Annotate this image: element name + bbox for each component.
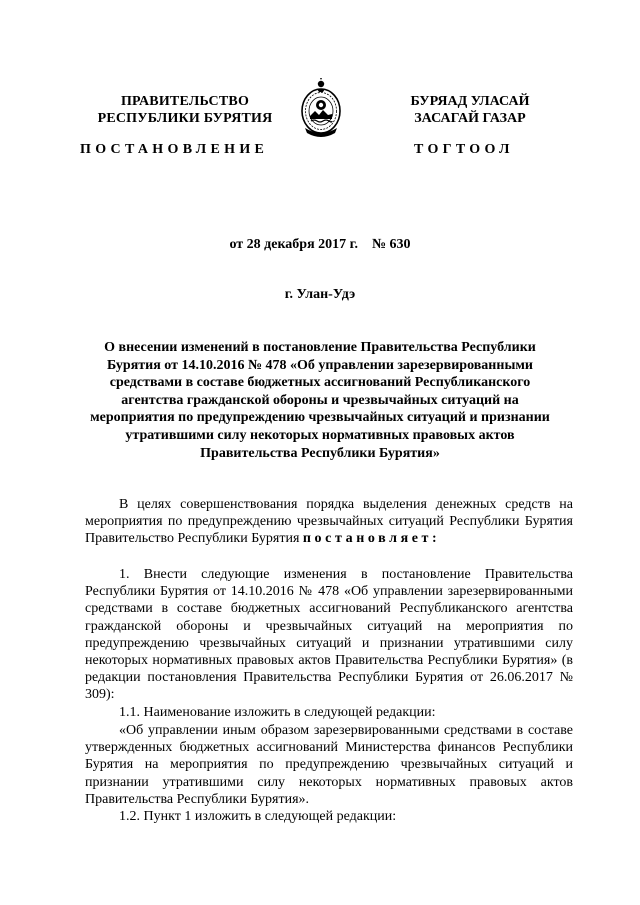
paragraph-item-1-2: 1.2. Пункт 1 изложить в следующей редакции: <box>119 809 397 824</box>
document-city: г. Улан-Удэ <box>284 287 356 302</box>
header-left <box>95 93 275 127</box>
doc-type-right: ТОГТООЛ <box>414 142 514 157</box>
header-left-line1: ПРАВИТЕЛЬСТВО <box>120 94 250 109</box>
preamble-text: В целях совершенствования порядка выделения денежных средств на мероприятия по предупреждению чрезвычайных ситуаций Республики Бурятия Правительство Республики Бурятия <box>85 497 573 547</box>
paragraph-preamble <box>85 496 573 548</box>
doc-type-left: ПОСТАНОВЛЕНИЕ <box>80 142 269 157</box>
date-number-line <box>0 237 640 253</box>
paragraph-item-1: 1. Внести следующие изменения в постановление Правительства Республики Бурятия от 14.10.2016 № 478 «Об управлении зарезервированными средствами в составе бюджетных ассигнований Республиканского агентства гражданской обороны и чрезвычайных ситуаций на мероприятия по предупреждению чрезвычайных ситуаций и признании утратившими силу некоторых нормативных правовых актов Правительства Республики Бурятия» (в редакции постановления Правительства Республики Бурятия от 26.06.2017 № 309): <box>85 567 573 703</box>
header-left-line2: РЕСПУБЛИКИ БУРЯТИЯ <box>97 111 273 126</box>
header-right-line1: БУРЯАД УЛАСАЙ <box>410 94 530 109</box>
header-right <box>395 93 545 127</box>
paragraph-item-1-1: 1.1. Наименование изложить в следующей редакции: <box>119 705 436 720</box>
paragraph-quote: «Об управлении иным образом зарезервированными средствами в составе утвержденных бюджетных ассигнований Министерства финансов Республики Бурятия на мероприятия по предупреждению чрезвычайных ситуаций и признании утратившими силу некоторых нормативных правовых актов Правительства Республики Бурятия». <box>85 723 573 807</box>
header-right-line2: ЗАСАГАЙ ГАЗАР <box>414 111 526 126</box>
document-number: № 630 <box>371 237 411 252</box>
document-title: О внесении изменений в постановление Правительства Республики Бурятия от 14.10.2016 № 478 «Об управлении зарезервированными средствами в составе бюджетных ассигнований Республиканского агентства гражданской обороны и чрезвычайных ситуаций на мероприятия по предупреждению чрезвычайных ситуаций и признании утратившими силу некоторых нормативных правовых актов Правительства Республики Бурятия» <box>90 340 550 461</box>
decree-word: постановляет: <box>302 531 441 547</box>
document-date: от 28 декабря 2017 г. <box>229 237 358 252</box>
coat-of-arms-icon <box>299 78 343 140</box>
